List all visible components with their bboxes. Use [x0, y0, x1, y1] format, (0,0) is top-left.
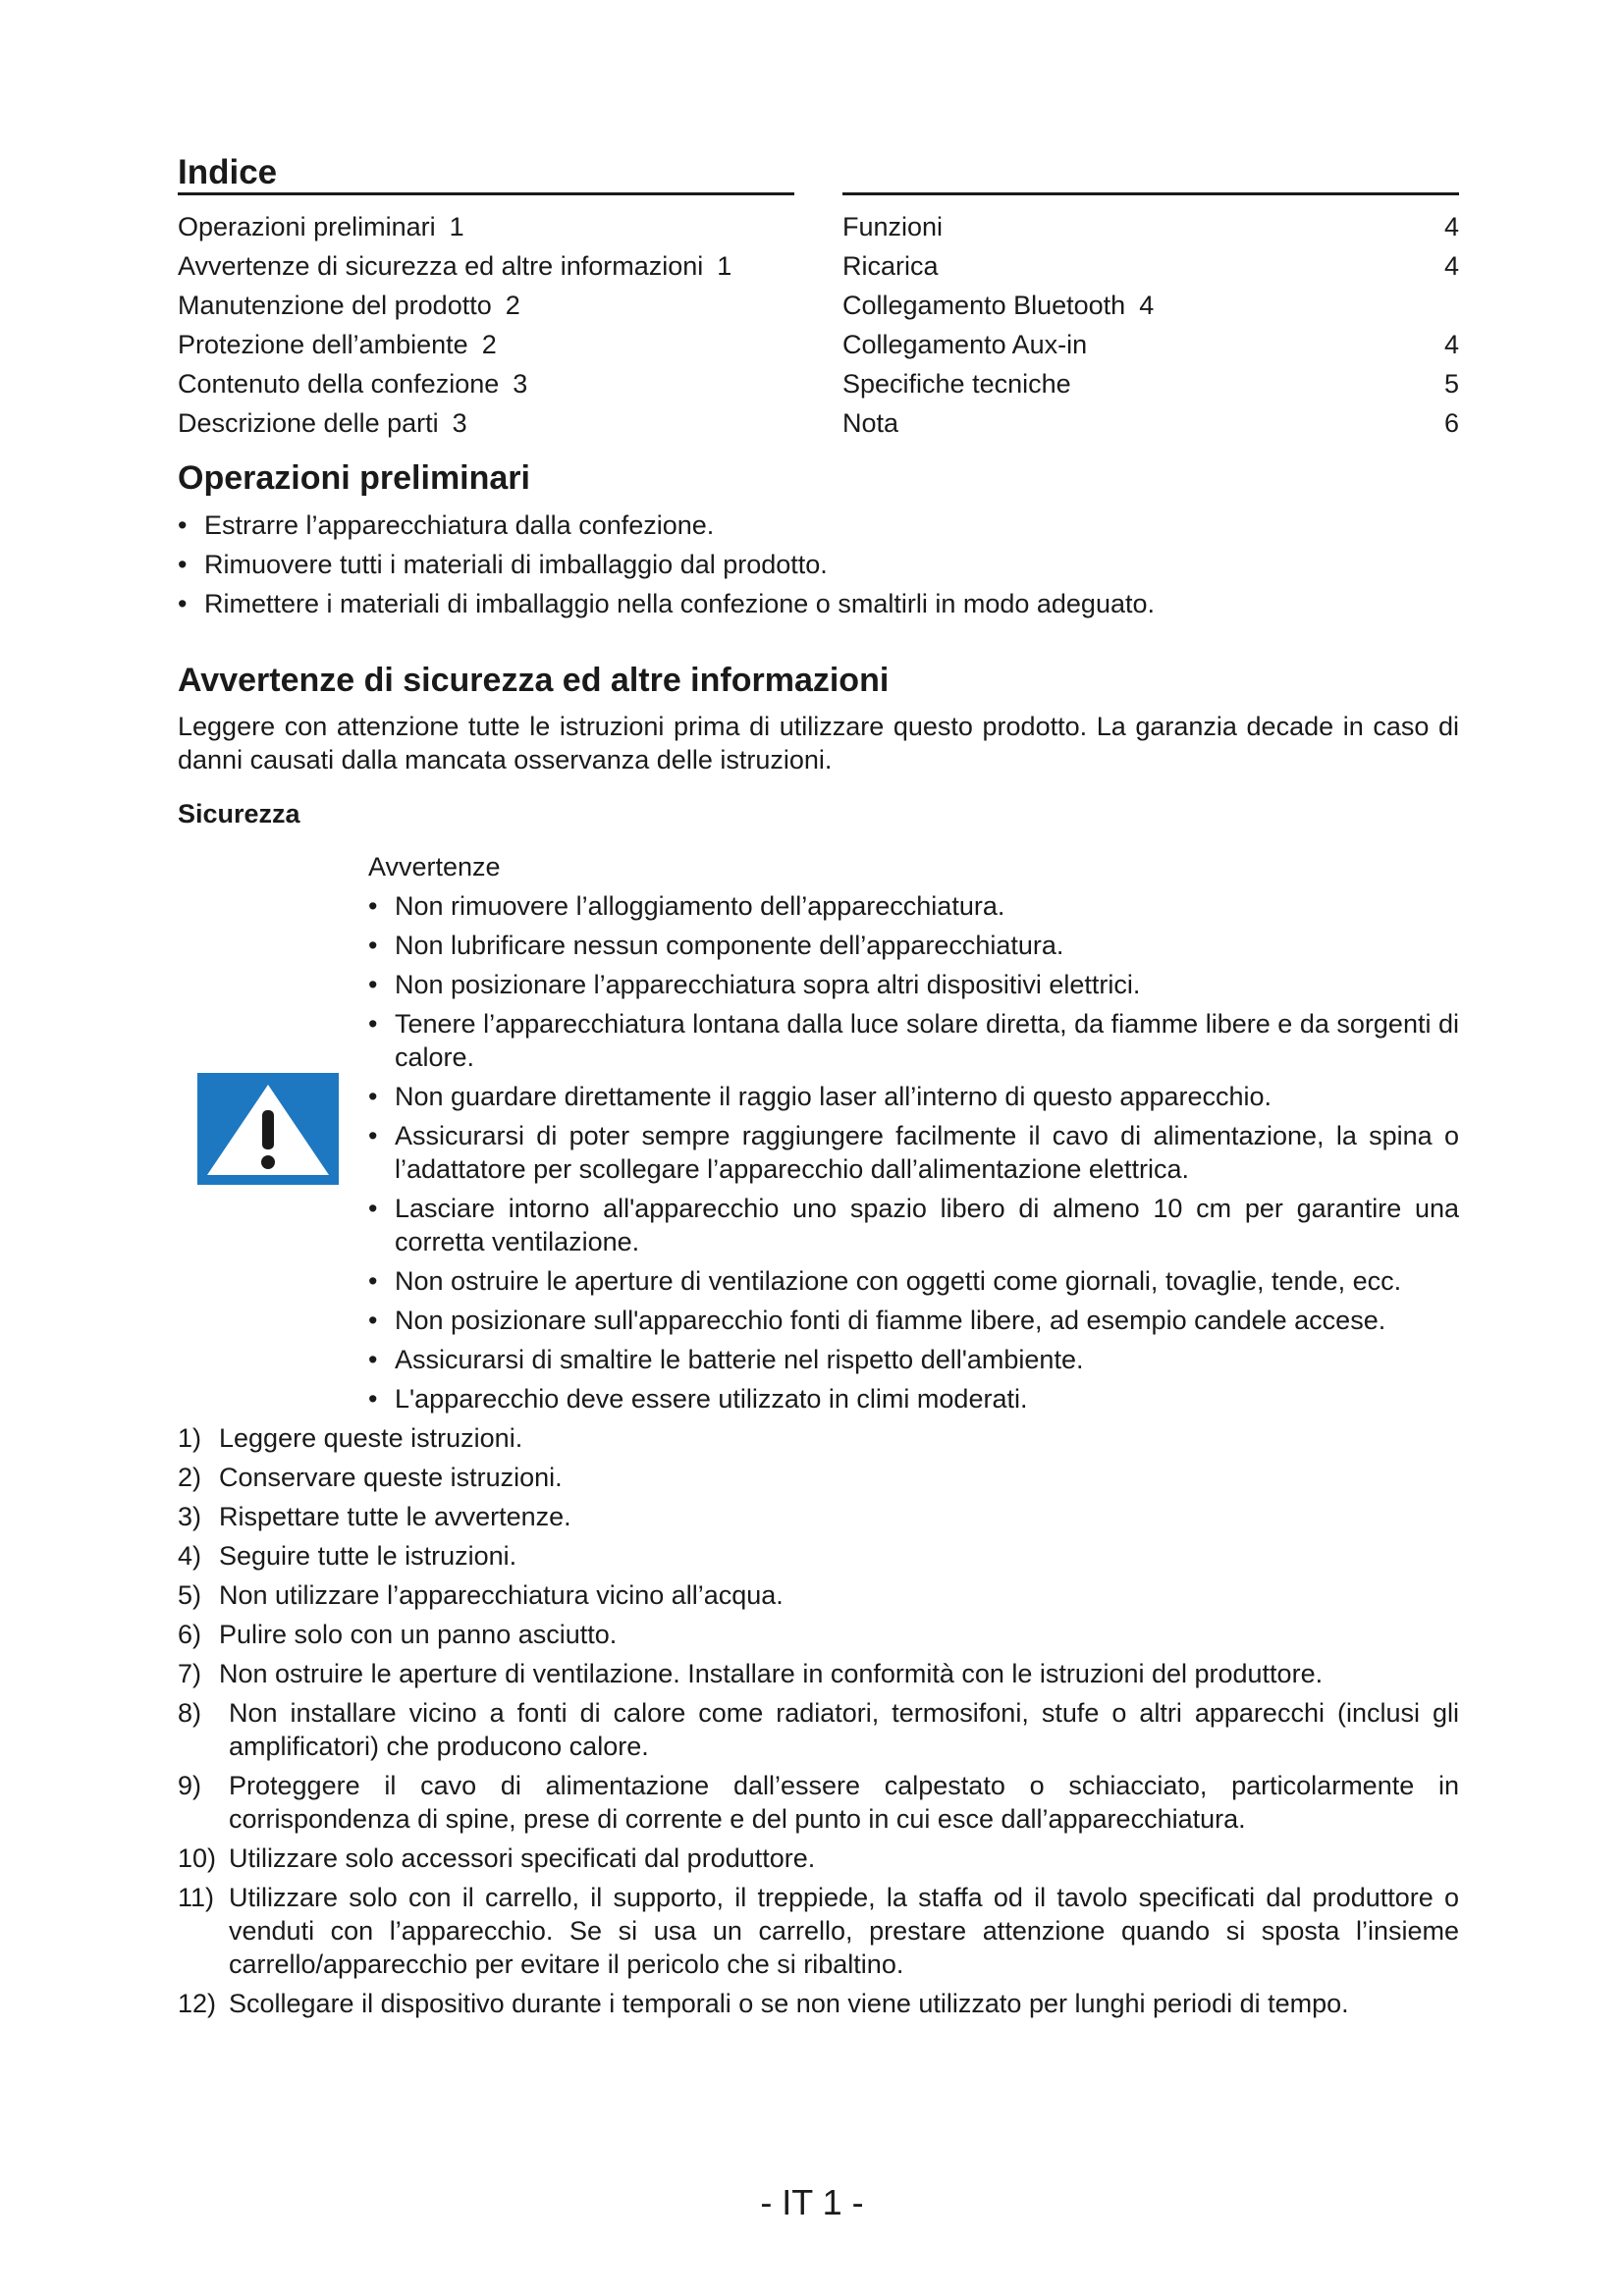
section-title-prelim: Operazioni preliminari: [178, 459, 530, 497]
toc-list-left: [178, 207, 794, 443]
list-item: 6) Pulire solo con un panno asciutto.: [178, 1620, 618, 1649]
list-item: 7) Non ostruire le aperture di ventilazione. Installare in conformità con le istruzioni del produttore.: [178, 1659, 1324, 1688]
list-item: 4) Seguire tutte le istruzioni.: [178, 1541, 517, 1571]
list-item: • Estrarre l’apparecchiatura dalla confezione.: [178, 510, 715, 540]
safety-intro: Leggere con attenzione tutte le istruzioni prima di utilizzare questo prodotto. La garanzia decade in caso di danni causati dalla mancata osservanza delle istruzioni.: [178, 712, 1459, 774]
toc-entry[interactable]: Ricarica 4: [842, 251, 1459, 281]
list-item: 11) Utilizzare solo con il carrello, il supporto, il treppiede, la staffa od il tavolo specificati dal produttore o venduti con l’apparecchio. Se si usa un carrello, prestare attenzione quando si sposta l’insieme carrello/apparecchio per evitare il pericolo che si ribaltino.: [178, 1883, 1459, 1979]
list-item: • Rimuovere tutti i materiali di imballaggio dal prodotto.: [178, 550, 828, 579]
table-of-contents: [178, 147, 1459, 443]
toc-entry[interactable]: Operazioni preliminari 1: [178, 212, 464, 241]
toc-list-right: [842, 207, 1459, 443]
toc-column-left: [178, 147, 794, 443]
toc-header-left: [178, 147, 794, 195]
toc-entry[interactable]: Funzioni 4: [842, 212, 1459, 241]
warnings-title: Avvertenze: [368, 852, 501, 881]
list-item: 2) Conservare queste istruzioni.: [178, 1463, 563, 1492]
list-item: 10) Utilizzare solo accessori specificati dal produttore.: [178, 1843, 816, 1873]
toc-entry[interactable]: Specifiche tecniche 5: [842, 369, 1459, 399]
list-item: • Non rimuovere l’alloggiamento dell’apparecchiatura.: [368, 891, 1005, 921]
list-item: 12) Scollegare il dispositivo durante i temporali o se non viene utilizzato per lunghi periodi di tempo.: [178, 1989, 1349, 2018]
toc-entry[interactable]: Descrizione delle parti 3: [178, 408, 467, 438]
toc-entry[interactable]: Contenuto della confezione 3: [178, 369, 528, 399]
list-item: • L'apparecchio deve essere utilizzato in climi moderati.: [368, 1384, 1028, 1414]
toc-title: Indice: [178, 153, 278, 191]
toc-entry[interactable]: Collegamento Aux-in 4: [842, 330, 1459, 359]
warning-triangle-icon: [197, 1073, 339, 1185]
list-item: • Non posizionare l’apparecchiatura sopra altri dispositivi elettrici.: [368, 970, 1141, 999]
toc-entry[interactable]: Collegamento Bluetooth 4: [842, 291, 1155, 320]
list-item: • Assicurarsi di smaltire le batterie nel rispetto dell'ambiente.: [368, 1345, 1084, 1374]
list-item: • Non ostruire le aperture di ventilazione con oggetti come giornali, tovaglie, tende, ecc.: [368, 1266, 1402, 1296]
toc-header-right: [842, 147, 1459, 195]
list-item: • Non posizionare sull'apparecchio fonti di fiamme libere, ad esempio candele accese.: [368, 1306, 1386, 1335]
list-item: • Rimettere i materiali di imballaggio nella confezione o smaltirli in modo adeguato.: [178, 589, 1155, 618]
toc-entry[interactable]: Protezione dell’ambiente 2: [178, 330, 497, 359]
list-item: 8) Non installare vicino a fonti di calore come radiatori, termosifoni, stufe o altri apparecchi (inclusi gli amplificatori) che producono calore.: [178, 1698, 1459, 1761]
subsection-title-sicurezza: Sicurezza: [178, 799, 300, 828]
toc-entry[interactable]: Avvertenze di sicurezza ed altre informazioni 1: [178, 251, 732, 281]
list-item: • Non guardare direttamente il raggio laser all’interno di questo apparecchio.: [368, 1082, 1272, 1111]
warnings-content: [368, 847, 1459, 1418]
list-item: 1) Leggere queste istruzioni.: [178, 1423, 523, 1453]
numbered-instructions: [178, 1418, 1459, 2023]
list-item: 3) Rispettare tutte le avvertenze.: [178, 1502, 571, 1531]
list-item: • Non lubrificare nessun componente dell’apparecchiatura.: [368, 931, 1064, 960]
list-item: 5) Non utilizzare l’apparecchiatura vicino all’acqua.: [178, 1580, 784, 1610]
list-item: • Tenere l’apparecchiatura lontana dalla luce solare diretta, da fiamme libere e da sorgenti di calore.: [368, 1009, 1459, 1072]
document-page: [178, 147, 1459, 2023]
warnings-block: [178, 847, 1459, 1418]
section-title-safety: Avvertenze di sicurezza ed altre informazioni: [178, 662, 890, 699]
page-number: - IT 1 -: [760, 2182, 864, 2222]
toc-entry[interactable]: Nota 6: [842, 408, 1459, 438]
list-item: • Lasciare intorno all'apparecchio uno spazio libero di almeno 10 cm per garantire una corretta ventilazione.: [368, 1194, 1459, 1256]
list-item: 9) Proteggere il cavo di alimentazione dall’essere calpestato o schiacciato, particolarmente in corrispondenza di spine, prese di corrente e del punto in cui esce dall’apparecchiatura.: [178, 1771, 1459, 1834]
prelim-list: [178, 506, 1459, 623]
toc-column-right: [842, 147, 1459, 443]
toc-entry[interactable]: Manutenzione del prodotto 2: [178, 291, 520, 320]
list-item: • Assicurarsi di poter sempre raggiungere facilmente il cavo di alimentazione, la spina o l’adattatore per scollegare l’apparecchio dall’alimentazione elettrica.: [368, 1121, 1459, 1184]
warnings-list: [368, 886, 1459, 1418]
